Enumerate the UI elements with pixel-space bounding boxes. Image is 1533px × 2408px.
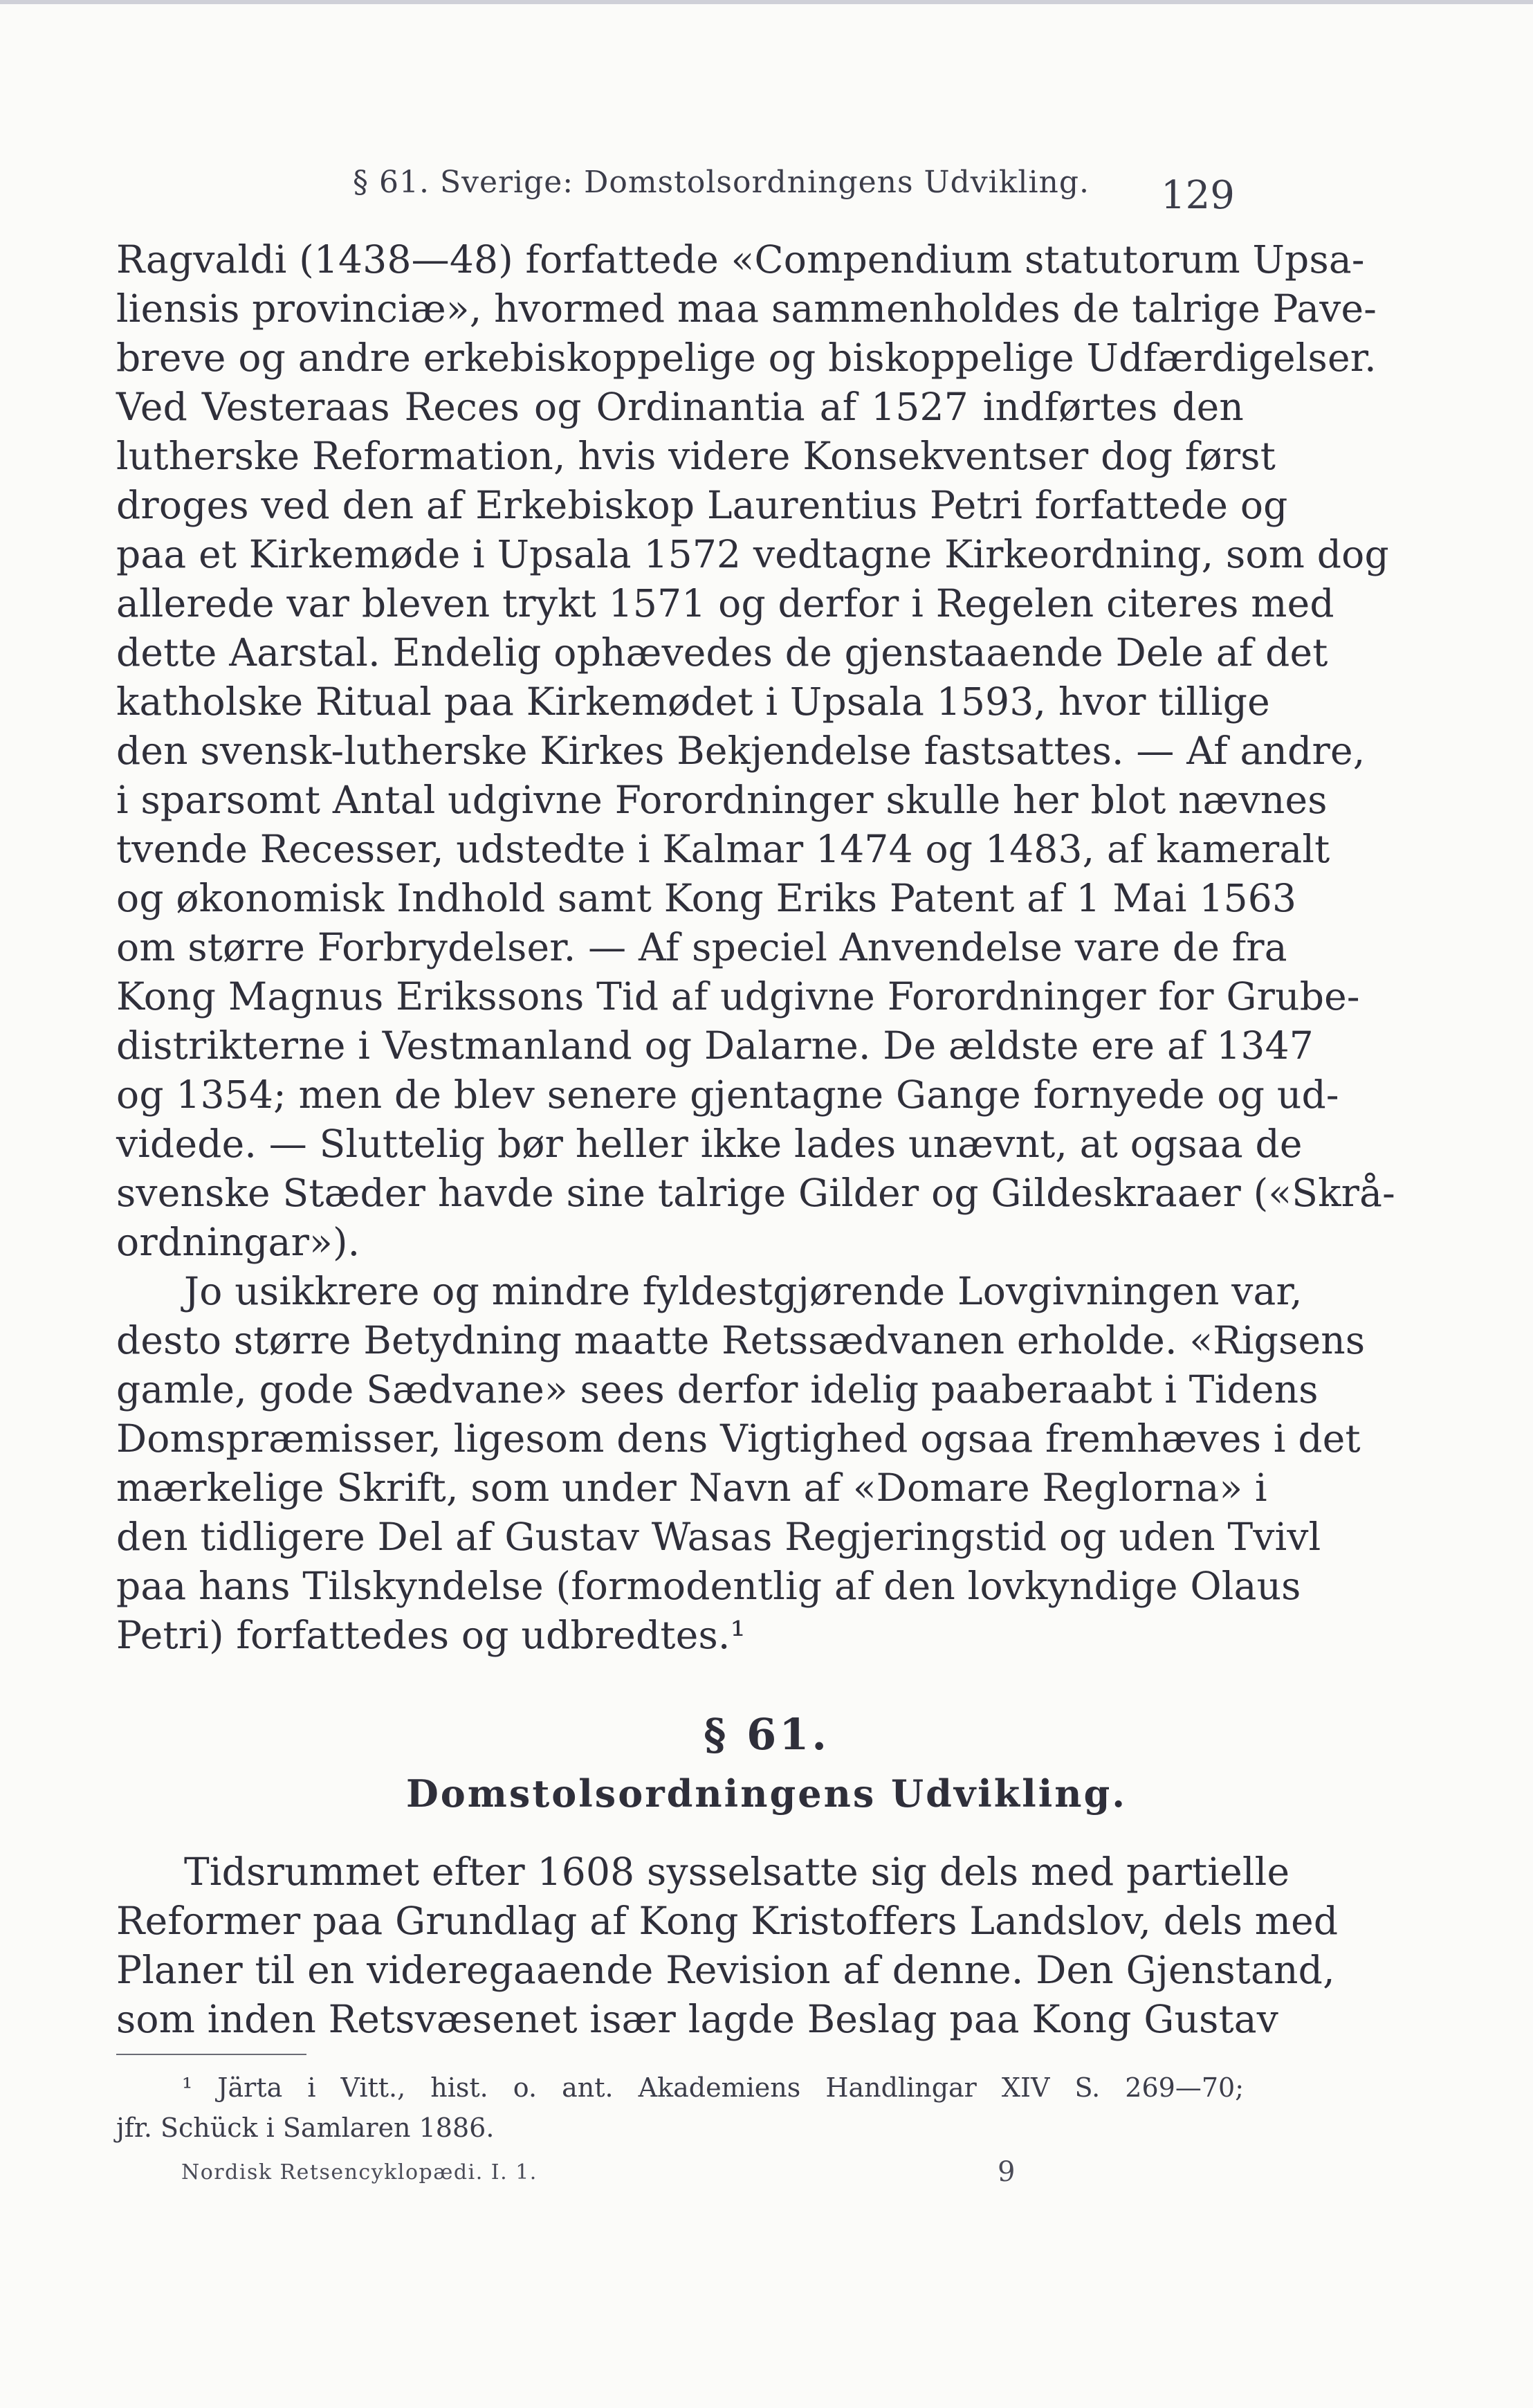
text-line: den svensk-lutherske Kirkes Bekjendelse fastsattes. — Af andre,: [116, 729, 1366, 773]
text-line: mærkelige Skrift, som under Navn af «Domare Reglorna» i: [116, 1466, 1267, 1510]
text-line: i sparsomt Antal udgivne Forordninger skulle her blot nævnes: [116, 778, 1328, 822]
text-line: katholske Ritual paa Kirkemødet i Upsala 1593, hvor tillige: [116, 679, 1270, 724]
running-head: [0, 159, 1533, 218]
text-line: paa et Kirkemøde i Upsala 1572 vedtagne Kirkeordning, som dog: [116, 532, 1389, 576]
section-mark: § 61.: [704, 1709, 829, 1760]
text-line: dette Aarstal. Endelig ophævedes de gjenstaaende Dele af det: [116, 630, 1328, 675]
body-text-bottom: [116, 1848, 1339, 2044]
text-line: allerede var bleven trykt 1571 og derfor i Regelen citeres med: [116, 581, 1334, 626]
page-number: 129: [1161, 173, 1235, 218]
printer-signature: Nordisk Retsencyklopædi. I. 1.: [181, 2160, 538, 2184]
text-line: Ved Vesteraas Reces og Ordinantia af 1527 indførtes den: [116, 385, 1244, 429]
text-line: svenske Stæder havde sine talrige Gilder og Gildeskraaer («Skrå-: [116, 1171, 1395, 1215]
text-line: som inden Retsvæsenet især lagde Beslag paa Kong Gustav: [116, 1997, 1279, 2041]
text-line: lutherske Reformation, hvis videre Konsekventser dog først: [116, 434, 1276, 478]
text-line: Kong Magnus Erikssons Tid af udgivne Forordninger for Grube-: [116, 974, 1360, 1019]
text-line: breve og andre erkebiskoppelige og biskoppelige Udfærdigelser.: [116, 336, 1377, 380]
scan-top-edge: [0, 0, 1533, 4]
text-line: om større Forbrydelser. — Af speciel Anvendelse vare de fra: [116, 925, 1287, 969]
footnote-line: ¹ Järta i Vitt., hist. o. ant. Akademiens Handlingar XIV S. 269—70;: [182, 2072, 1244, 2103]
text-line: liensis provinciæ», hvormed maa sammenholdes de talrige Pave-: [116, 286, 1377, 331]
text-line: Petri) forfattedes og udbredtes.¹: [116, 1613, 746, 1657]
running-title: § 61. Sverige: Domstolsordningens Udvikling.: [353, 165, 1090, 200]
text-line: Ragvaldi (1438—48) forfattede «Compendium statutorum Upsa-: [116, 237, 1365, 282]
text-line: den tidligere Del af Gustav Wasas Regjeringstid og uden Tvivl: [116, 1515, 1321, 1559]
text-line: paa hans Tilskyndelse (formodentlig af den lovkyndige Olaus: [116, 1564, 1301, 1608]
body-text-top: [116, 235, 1395, 1660]
text-line: distrikterne i Vestmanland og Dalarne. De ældste ere af 1347: [116, 1023, 1314, 1068]
text-line: Tidsrummet efter 1608 sysselsatte sig dels med partielle: [184, 1850, 1290, 1894]
footnote-divider: [116, 2054, 306, 2055]
text-line: og 1354; men de blev senere gjentagne Gange fornyede og ud-: [116, 1073, 1339, 1117]
text-line: gamle, gode Sædvane» sees derfor idelig paaberaabt i Tidens: [116, 1367, 1319, 1412]
text-line: Domspræmisser, ligesom dens Vigtighed ogsaa fremhæves i det: [116, 1416, 1361, 1461]
text-line: tvende Recesser, udstedte i Kalmar 1474 og 1483, af kameralt: [116, 827, 1330, 871]
text-line: og økonomisk Indhold samt Kong Eriks Patent af 1 Mai 1563: [116, 876, 1297, 920]
section-title: Domstolsordningens Udvikling.: [405, 1771, 1128, 1816]
text-line: Jo usikkrere og mindre fyldestgjørende Lovgivningen var,: [184, 1269, 1303, 1313]
text-line: desto større Betydning maatte Retssædvanen erholde. «Rigsens: [116, 1318, 1366, 1362]
sheet-number: 9: [998, 2156, 1016, 2188]
text-line: droges ved den af Erkebiskop Laurentius Petri forfattede og: [116, 483, 1288, 527]
footnote-line: jfr. Schück i Samlaren 1886.: [116, 2113, 495, 2143]
signature-line: [181, 2156, 1081, 2195]
text-line: Reformer paa Grundlag af Kong Kristoffers Landslov, dels med: [116, 1899, 1339, 1943]
text-line: videde. — Sluttelig bør heller ikke lades unævnt, at ogsaa de: [116, 1122, 1303, 1166]
text-line: Planer til en videregaaende Revision af denne. Den Gjenstand,: [116, 1948, 1335, 1992]
footnotes: [116, 2068, 1244, 2148]
text-line: ordningar»).: [116, 1220, 360, 1264]
